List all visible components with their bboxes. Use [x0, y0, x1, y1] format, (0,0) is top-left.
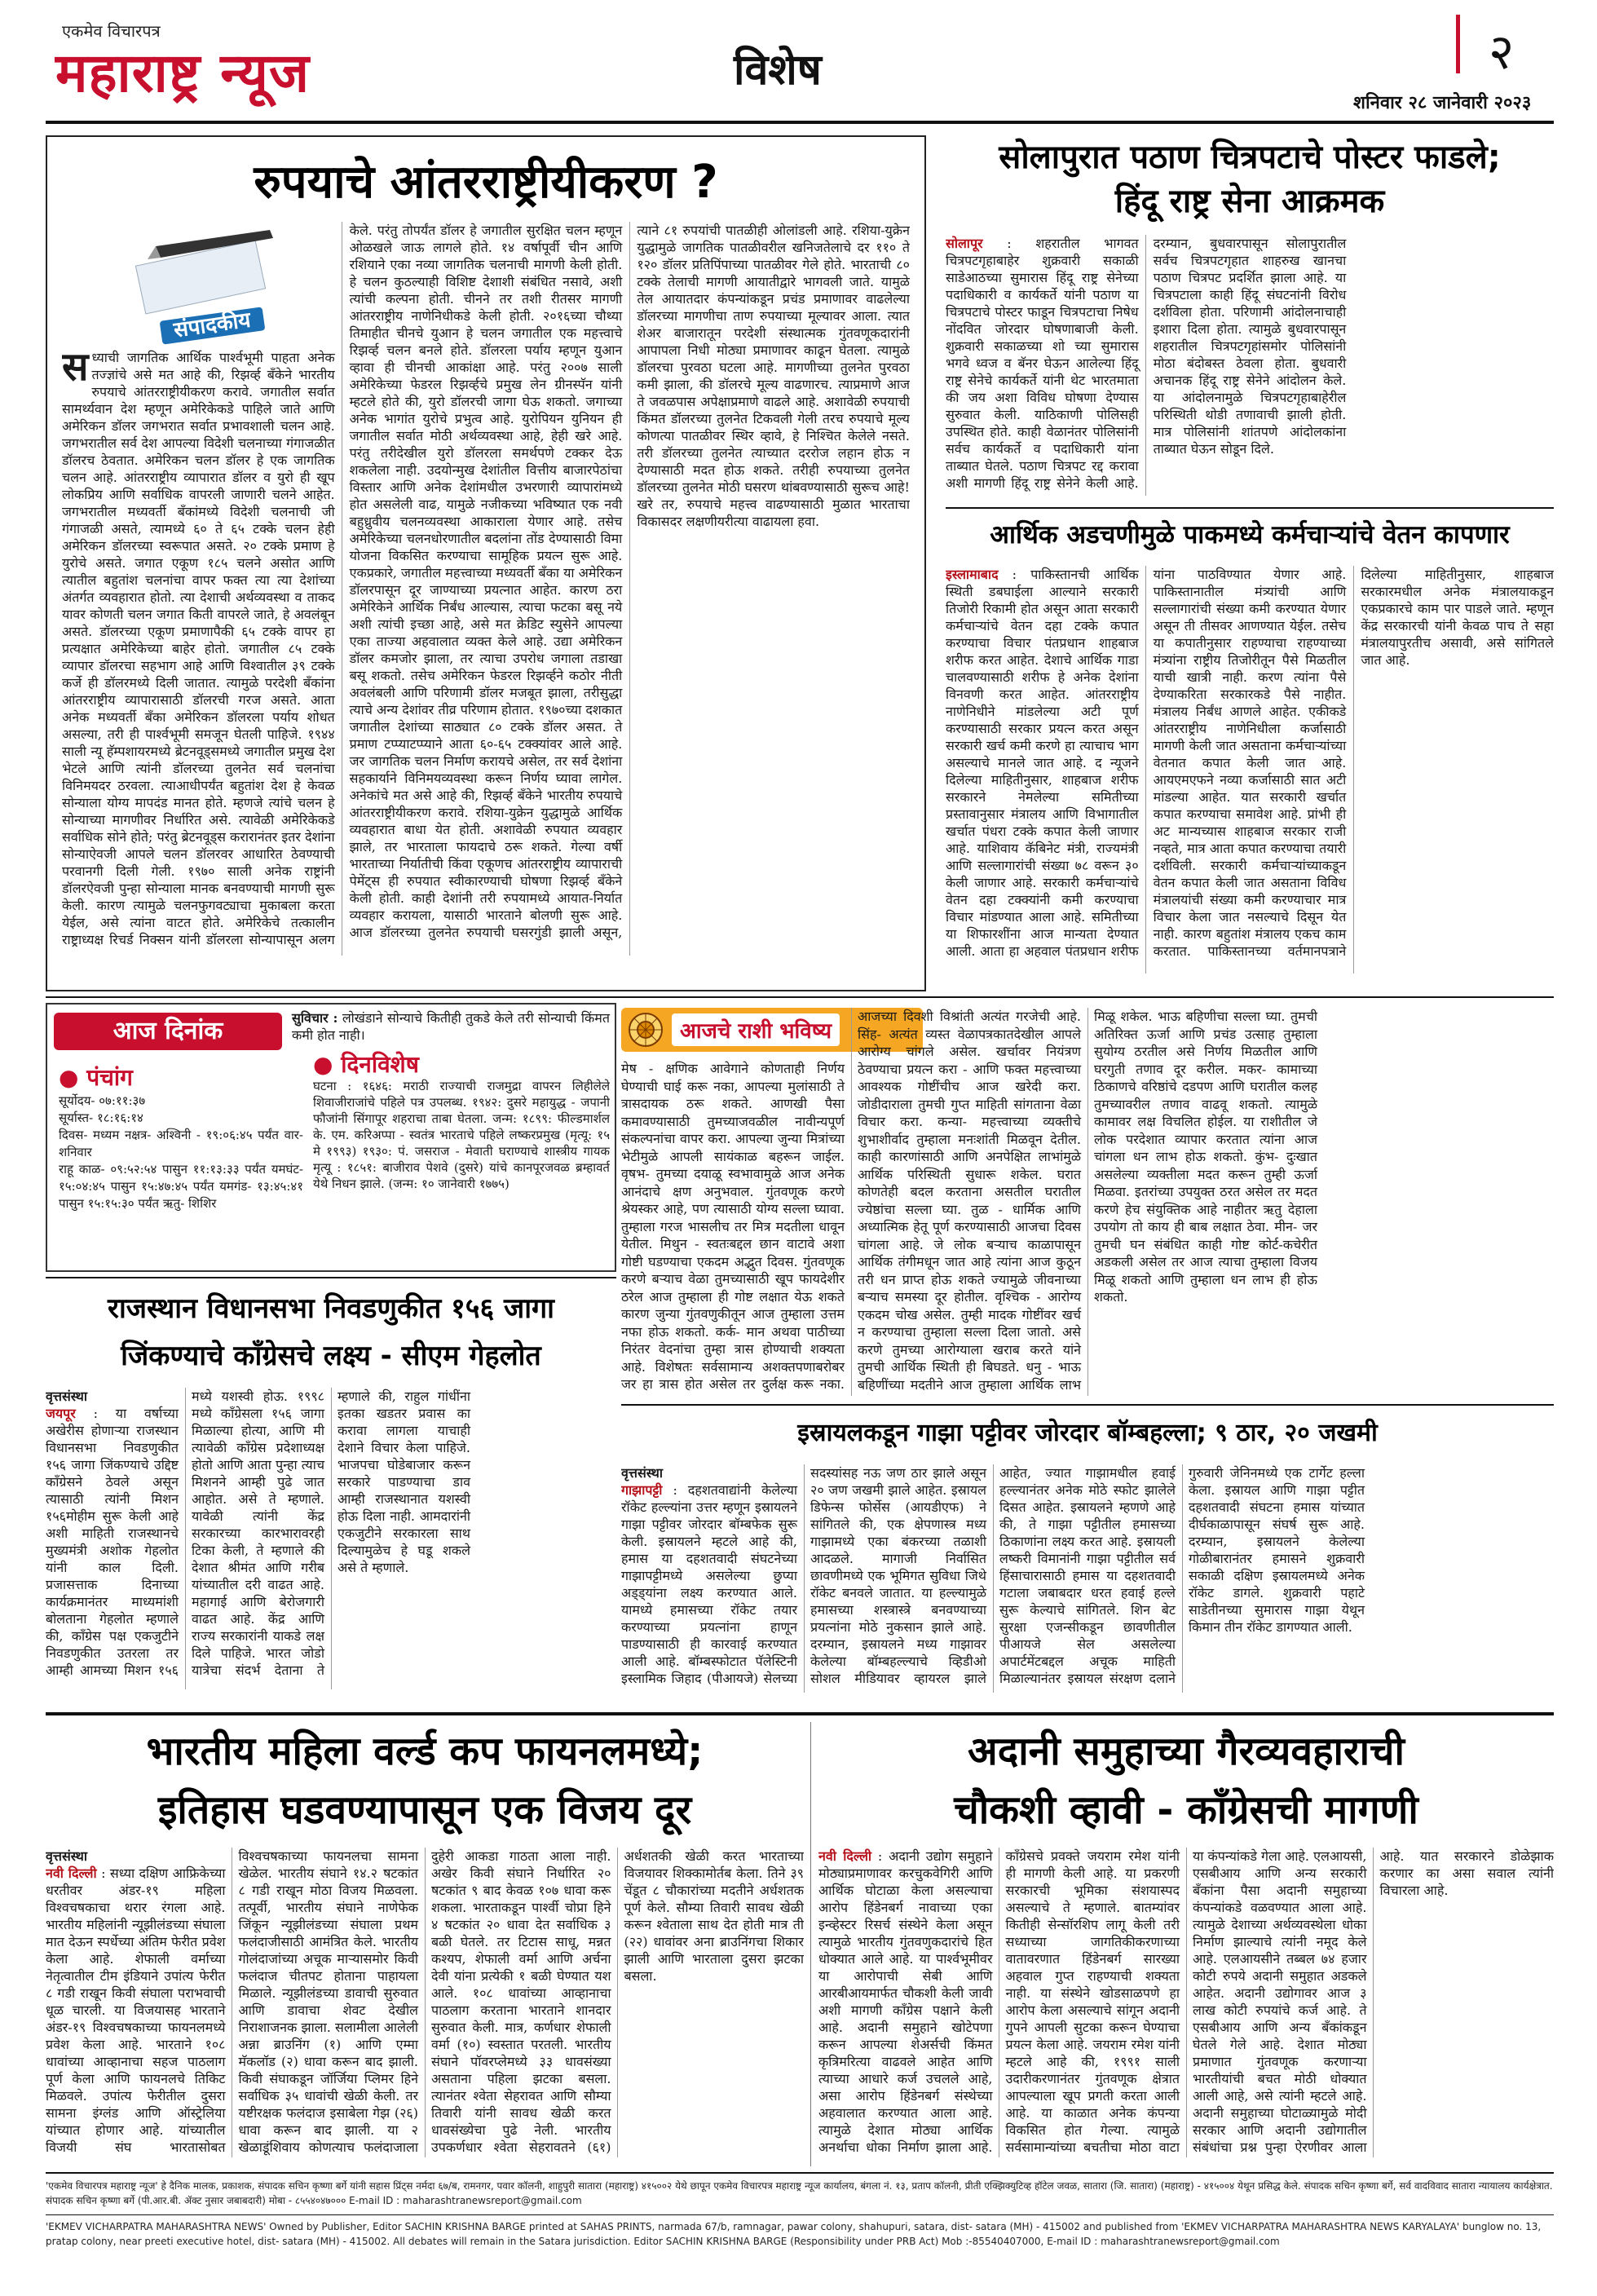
pakistan-headline: आर्थिक अडचणीमुळे पाकमध्ये कर्मचाऱ्यांचे वेतन कापणार [990, 520, 1510, 550]
adani-text: अदानी उद्योग समुहाने मोठ्याप्रमाणावर करचुकवेगिरी आणि आर्थिक घोटाळा केला असल्याचा आरोप हिंडेनबर्ग नावाच्या एका इन्व्हेस्टर रिसर्च संस्थेने केला असून त्यामुळे भारतीय गुंतवणुकदारांचे हित धोक्यात आले आहे. या पार्श्वभूमीवर या आरोपाची सेबी आणि आरबीआयमार्फत चौकशी केली जावी अशी मागणी काँग्रेस पक्षाने केली आहे. अदानी समुहाने खोटेपणा करून आपल्या शेअर्सची किंमत कृत्रिमरित्या वाढवले आहेत आणि त्याच्या आधारे कर्ज उचलले आहे, असा आरोप हिंडेनबर्ग संस्थेच्या अहवालात करण्यात आला आहे. त्यामुळे देशात मोठ्या आर्थिक अनर्थाचा धोका निर्माण झाला आहे. काँग्रेसचे प्रवक्ते जयराम रमेश यांनी ही मागणी केली आहे. या प्रकरणी सरकारची भूमिका संशयास्पद असल्याचे ते म्हणाले. बातम्यांवर कितीही सेन्सॉरशिप लागू केली तरी सध्याच्या जागतिकीकरणाच्या वातावरणात हिंडेनबर्ग सारख्या अहवाल गुप्त राहण्याची शक्यता नाही. या संस्थेने खोडसाळपणे हा आरोप केला असल्याचे सांगून अदानी गुपने आपली सुटका करून घेण्याचा प्रयत्न केला आहे. जयराम रमेश यांनी म्हटले आहे की, १९९१ साली उदारीकरणानंतर गुंतवणूक क्षेत्रात आपल्याला खूप प्रगती करता आली आहे. या काळात अनेक कंपन्या विकसित होत गेल्या. त्यामुळे सर्वसामान्यांच्या बचतीचा मोठा वाटा या कंपन्यांकडे गेला आहे. एलआयसी, एसबीआय आणि अन्य सरकारी बँकांना पैसा अदानी समुहाच्या कंपन्यांकडे वळवण्यात आला आहे. त्यामुळे देशाच्या अर्थव्यवस्थेला धोका निर्माण झाल्याचे त्यांनी नमूद केले आहे. एलआयसीने तब्बल ७४ हजार कोटी रुपये अदानी समुहात अडकले आहेत. अदानी उद्योगावर आज ३ लाख कोटी रुपयांचे कर्ज आहे. ते एसबीआय आणि अन्य बँकांकडून घेतले गेले आहे. देशात मोठ्या प्रमाणात गुंतवणूक करणाऱ्या भारतीयांची बचत मोठी धोक्यात आली आहे, असे त्यांनी म्हटले आहे. अदानी समुहाच्या घोटाळ्यामुळे मोदी सरकार आणि अदानी उद्योगातील संबंधांचा प्रश्न पुन्हा ऐरणीवर आला आहे. यात सरकारने डोळेझाक करणार का असा सवाल त्यांनी विचारला आहे. [818, 1848, 1554, 2155]
adani-body: नवी दिल्ली : अदानी उद्योग समुहाने मोठ्याप्रमाणावर करचुकवेगिरी आणि आर्थिक घोटाळा केला असल्याचा आरोप हिंडेनबर्ग नावाच्या एका इन्व्हेस्टर रिसर्च संस्थेने केला असून त्यामुळे भारतीय गुंतवणुकदारांचे हित धोक्यात आले आहे. या पार्श्वभूमीवर या आरोपाची सेबी आणि आरबीआयमार्फत चौकशी केली जावी अशी मागणी काँग्रेस पक्षाने केली आहे. अदानी समुहाने खोटेपणा करून आपल्या शेअर्सची किंमत कृत्रिमरित्या वाढवले आहेत आणि त्याच्या आधारे कर्ज उचलले आहे, असा आरोप हिंडेनबर्ग संस्थेच्या अहवालात करण्यात आला आहे. त्यामुळे देशात मोठ्या आर्थिक अनर्थाचा धोका निर्माण झाला आहे. काँग्रेसचे प्रवक्ते जयराम रमेश यांनी ही मागणी केली आहे. या प्रकरणी सरकारची भूमिका संशयास्पद असल्याचे ते म्हणाले. बातम्यांवर कितीही सेन्सॉरशिप लागू केली तरी सध्याच्या जागतिकीकरणाच्या वातावरणात हिंडेनबर्ग सारख्या अहवाल गुप्त राहण्याची शक्यता नाही. या संस्थेने खोडसाळपणे हा आरोप केला असल्याचे सांगून अदानी गुपने आपली सुटका करून घेण्याचा प्रयत्न केला आहे. जयराम रमेश यांनी म्हटले आहे की, १९९१ साली उदारीकरणानंतर गुंतवणूक क्षेत्रात आपल्याला खूप प्रगती करता आली आहे. या काळात अनेक कंपन्या विकसित होत गेल्या. त्यामुळे सर्वसामान्यांच्या बचतीचा मोठा वाटा या कंपन्यांकडे गेला आहे. एलआयसी, एसबीआय आणि अन्य सरकारी बँकांना पैसा अदानी समुहाच्या कंपन्यांकडे वळवण्यात आला आहे. त्यामुळे देशाच्या अर्थव्यवस्थेला धोका निर्माण झाल्याचे त्यांनी नमूद केले आहे. एलआयसीने तब्बल ७४ हजार कोटी रुपये अदानी समुहात अडकले आहेत. अदानी उद्योगावर आज ३ लाख कोटी रुपयांचे कर्ज आहे. ते एसबीआय आणि अन्य बँकांकडून घेतले गेले आहे. देशात मोठ्या प्रमाणात गुंतवणूक करणाऱ्या भारतीयांची बचत मोठी धोक्यात आली आहे, असे त्यांनी म्हटले आहे. अदानी समुहाच्या घोटाळ्यामुळे मोदी सरकार आणि अदानी उद्योगातील संबंधांचा प्रश्न पुन्हा ऐरणीवर आला आहे. यात सरकारने डोळेझाक करणार का असा सवाल त्यांनी विचारला आहे. [818, 1848, 1554, 2155]
imprint-rule [46, 2172, 1554, 2174]
section-rule-2 [46, 1712, 1554, 1715]
suvichar [292, 1009, 610, 1044]
rashi-title: आजचे राशी भविष्य [672, 1013, 840, 1046]
issue-date: शनिवार २८ जानेवारी २०२३ [1353, 93, 1532, 113]
panchang-title-text: पंचांग [86, 1064, 133, 1091]
rajasthan-headline-1: राजस्थान विधानसभा निवडणुकीत १५६ जागा [108, 1292, 554, 1325]
dinvishesh-title: ● दिनविशेष [313, 1051, 419, 1078]
rajasthan-dateline: जयपूर [46, 1406, 76, 1421]
cricket-headline-1: भारतीय महिला वर्ल्ड कप फायनलमध्ये; [146, 1729, 704, 1774]
panchang-list [59, 1093, 303, 1212]
panchang-line: सूर्योदय- ०७:११:३७ [59, 1093, 146, 1108]
gaza-rule-top [621, 1404, 1554, 1406]
dinvishesh-text: घटना : १६४६: मराठी राज्याची राजमुद्रा वापरन लिहीलेले शिवाजीराजांचे पहिले पत्र उपलब्ध. १९४२: दुसरे महायुद्ध - जपानी फौजांनी सिंगापूर शहराचा ताबा घेतला. जन्म: १८९९: फील्डमार्शल के. एम. करिअप्पा - स्वतंत्र भारताचे पहिले लष्करप्रमुख (मृत्यू: १५ मे १९९३) १९३०: पं. जसराज - मेवाती घराण्याचे शास्त्रीय गायक मृत्यू : १८५१: बाजीराव पेशवे (दुसरे) यांचे कानपूरजवळ ब्रम्हावर्त येथे निधन झाले. (जन्म: १० जानेवारी १७७५) [313, 1079, 610, 1191]
aaj-dinank-title: आज दिनांक [54, 1013, 282, 1050]
editorial-text: ध्याची जागतिक आर्थिक पार्श्वभूमी पाहता अनेक तज्ज्ञांचे असे मत आहे की, रिझर्व्ह बँकेने भारतीय रुपयाचे आंतरराष्ट्रीयीकरण करावे. जगातील सर्वात सामर्थ्यवान देश म्हणून अमेरिकेकडे पाहिले जाते आणि अमेरिकन डॉलर जगभरात सर्वात प्रभावशाली चलन आहे. जगभरातील सर्व देश आपल्या विदेशी चलनाच्या गंगाजळीत डॉलरच ठेवतात. अमेरिकन चलन डॉलर हे एक जागतिक चलन आहे. आंतरराष्ट्रीय व्यापारात डॉलर व युरो ही खूप लोकप्रिय आणि सर्वाधिक वापरली जाणारी चलने आहेत. जगभरातील मध्यवर्ती बँकांमध्ये विदेशी चलनाची जी गंगाजळी असते, त्यामध्ये ६० ते ६५ टक्के चलन हेही अमेरिकन डॉलरच्या स्वरूपात असते. २० टक्के प्रमाण हे युरोचे असते. जगात एकूण १८५ चलने असोत आणि त्यातील बहुतांश चलनांचा वापर फक्त त्या त्या देशांच्या अंतर्गत व्यवहारात होतो. त्या देशाची अर्थव्यवस्था व ताकद यावर कोणती चलन जगात किती वापरले जाते, हे अवलंबून असते. डॉलरच्या एकूण प्रमाणापैकी ६५ टक्के वापर हा प्रत्यक्षात अमेरिकेच्या बाहेर होतो. जगातील ८५ टक्के व्यापार डॉलरचा सहभाग आहे आणि विश्वातील ३९ टक्के कर्जे ही डॉलरमध्ये दिली जातात. त्यामुळे परदेशी बँकांना आंतरराष्ट्रीय व्यापारासाठी डॉलरची गरज असते. आता अनेक मध्यवर्ती बँका अमेरिकन डॉलरला पर्याय शोधत असल्या, तरी ही पार्श्वभूमी समजून घेतली पाहिजे. १९४४ साली न्यू हॅम्पशायरमध्ये ब्रेटनवूड्समध्ये जगातील प्रमुख देश भेटले आणि त्यांनी डॉलरच्या तुलनेत सर्व चलनांचा विनिमयदर ठरवला. त्याआधीपर्यंत बहुतांश देश हे केवळ सोन्याला योग्य मापदंड मानत होते. म्हणजे त्यांचे चलन हे सोन्याच्या मागणीवर निर्धारित असे. त्यावेळी अमेरिकेकडे सर्वाधिक सोने होते; परंतु ब्रेटनवूड्स करारानंतर इतर देशांना सोन्याऐवजी आपले चलन डॉलरवर आधारित ठेवण्याची परवानगी दिली गेली. १९७० साली अनेक राष्ट्रांनी डॉलरऐवजी पुन्हा सोन्याला मानक बनवण्याची मागणी सुरू केली. कारण त्यामुळे चलनफुगवट्याचा मुकाबला करता येईल, असे त्यांना वाटत होते. अमेरिकेचे तत्कालीन राष्ट्राध्यक्ष रिचर्ड निक्सन यांनी डॉलरला सोन्यापासून अलग केले. परंतु तोपर्यंत डॉलर हे जगातील सुरक्षित चलन म्हणून ओळखले जाऊ लागले होते. १४ वर्षापूर्वी चीन आणि रशियाने एका नव्या जागतिक चलनाची मागणी केली होती. हे चलन कुठल्याही विशिष्ट देशाशी संबंधित नसावे, अशी त्यांची कल्पना होती. चीनने तर तशी रीतसर मागणी आंतरराष्ट्रीय नाणेनिधीकडे केली होती. २०१६च्या चौथ्या तिमाहीत चीनचे युआन हे चलन जगातील एक महत्त्वाचे रिझर्व्ह चलन बनले होते. डॉलरला पर्याय म्हणून युआन व्हावा ही चीनची आकांक्षा आहे. परंतु २००७ साली अमेरिकेच्या फेडरल रिझर्व्हचे प्रमुख लेन ग्रीनस्पॅन यांनी म्हटले होते की, युरो डॉलरची जागा घेऊ शकतो. जगाच्या अनेक भागांत युरोचे प्रभुत्व आहे. युरोपियन युनियन ही जगातील सर्वात मोठी अर्थव्यवस्था आहे, हेही खरे आहे. परंतु तरीदेखील युरो डॉलरला समर्थपणे टक्कर देऊ शकलेला नाही. उदयोन्मुख देशांतील वित्तीय बाजारपेठांचा विस्तार आणि अनेक देशांमधील उभरणारी व्यापारांमध्ये होत असलेली वाढ, यामुळे नजीकच्या भविष्यात एक नवी बहुध्रुवीय चलनव्यवस्था आकाराला येणार आहे. तसेच अमेरिकेच्या चलनधोरणातील बदलांना तोंड देण्यासाठी विमा योजना विकसित करण्याचा सामूहिक प्रयत्न सुरू आहे. एकप्रकारे, जगातील महत्त्वाच्या मध्यवर्ती बँका या अमेरिकन डॉलरपासून दूर जाण्याच्या प्रयत्नात आहेत. कारण ठरा अमेरिकेने आर्थिक निर्बंध आल्यास, त्याचा फटका बसू नये अशी त्यांची इच्छा आहे, असे मत क्रेडिट स्युसेने आपल्या एका ताज्या अहवालात व्यक्त केले आहे. उद्या अमेरिकन डॉलर कमजोर झाला, तर त्याचा उपरोध जगाला तडाखा बसू शकतो. तसेच अमेरिकन फेडरल रिझर्व्हने कठोर नीती अवलंबली आणि परिणामी डॉलर मजबूत झाला, तरीसुद्धा त्याचे अन्य देशांवर तीव्र परिणाम होतात. १९७०च्या दशकात जगातील देशांच्या साठ्यात ८० टक्के डॉलर असत. ते प्रमाण टप्प्याटप्प्याने आता ६०-६५ टक्क्यांवर आले आहे. जर जागतिक चलन निर्माण करायचे असेल, तर सर्व देशांना सहकार्याने विनिमयव्यवस्था करून निर्णय घ्यावा लागेल. अनेकांचे मत असे आहे की, रिझर्व्ह बँकेने भारतीय रुपयाचे आंतरराष्ट्रीयीकरण करावे. रशिया-युक्रेन युद्धामुळे आर्थिक व्यवहारात बाधा येत होती. अशावेळी रुपयात व्यवहार झाले, तर भारताला फायदाचे ठरू शकते. गेल्या वर्षी भारताच्या निर्यातीची किंवा एकूणच आंतरराष्ट्रीय व्यापाराची पेमेंट्स ही रुपयात स्वीकारण्याची घोषणा रिझर्व्ह बँकेने केली होती. काही देशांनी तरी रुपयामध्ये आयात-निर्यात व्यवहार करायला, यासाठी भारताने बोलणी सुरू आहे. आज डॉलरच्या तुलनेत रुपयाची घसरगुंडी झाली असून, त्याने ८१ रुपयांची पातळीही ओलांडली आहे. रशिया-युक्रेन युद्धामुळे जागतिक पातळीवरील खनिजतेलाचे दर ११० ते १२० डॉलर प्रतिपिंपाच्या पातळीवर गेले होते. भारताची ८० टक्के तेलाची मागणी आयातीद्वारे भागवली जाते. यामुळे तेल आयातदार कंपन्यांकडून प्रचंड प्रमाणावर वाढलेल्या डॉलरच्या मागणीचा ताण रुपयाच्या मूल्यावर आला. त्यात शेअर बाजारातून परदेशी संस्थात्मक गुंतवणूकदारांनी आपापला निधी मोठ्या प्रमाणावर काढून घेतला. त्यामुळे डॉलरचा पुरवठा घटला आहे. मागणीच्या तुलनेत पुरवठा कमी झाला, की डॉलरचे मूल्य वाढणारच. त्याप्रमाणे आज ते जवळपास अपेक्षाप्रमाणे वाढले आहे. अशावेळी रुपयाची किंमत डॉलरच्या तुलनेत टिकवली गेली तरच रुपयाचे मूल्य कोणत्या पातळीवर स्थिर व्हावे, हे निश्चित केलेले नसते. तरी डॉलरच्या तुलनेत त्याच्यात दररोज लहान होऊ न देण्यासाठी मदत होऊ शकते. तरीही रुपयाच्या तुलनेत डॉलरच्या तुलनेत मोठी घसरण थांबवण्यासाठी सुरूच आहे! खरे तर, रुपयाचे महत्त्व वाढण्यासाठी मुळात भारताचा विकासदर लक्षणीयरीत्या वाढायला हवा. [62, 223, 910, 947]
rajasthan-agency: वृत्तसंस्था [46, 1389, 88, 1404]
newspaper-logo: महाराष्ट्र न्यूज [55, 42, 310, 104]
masthead-red-bar [1456, 15, 1460, 73]
pakistan-text: पाकिस्तानची आर्थिक स्थिती डबघाईला आल्याने सरकारी तिजोरी रिकामी होत असून आता सरकारी कर्मचाऱ्यांचे वेतन दहा टक्के कपात करण्याचा विचार पंतप्रधान शाहबाज शरीफ करत आहेत. देशाचे आर्थिक गाडा चालवण्यासाठी शरीफ हे अनेक देशांना विनवणी करत आहेत. आंतरराष्ट्रीय नाणेनिधीने मांडलेल्या अटी पूर्ण करण्यासाठी सरकार प्रयत्न करत असून सरकारी खर्च कमी करणे हा त्याचाच भाग असल्याचे मानले जात आहे. द न्यूजने दिलेल्या माहितीनुसार, शाहबाज शरीफ सरकारने नेमलेल्या समितीच्या प्रस्तावानुसार मंत्रालय आणि विभागातील खर्चात पंधरा टक्के कपात केली जाणार आहे. याशिवाय कॅबिनेट मंत्री, राज्यमंत्री आणि सल्लागारांची संख्या ७८ वरून ३० केली जाणार आहे. सरकारी कर्मचाऱ्यांचे वेतन दहा टक्क्यांनी कमी करण्याचा विचार मांडण्यात आला आहे. समितीच्या या शिफारशींना आज मान्यता देण्यात आली. आता हा अहवाल पंतप्रधान शरीफ यांना पाठविण्यात येणार आहे. पाकिस्तानातील मंत्र्यांची आणि सल्लागारांची संख्या कमी करण्यात येणार असून ती तीसवर आणण्यात येईल. तसेच या कपातीनुसार राहण्याचा राहण्याच्या मंत्र्यांना राष्ट्रीय तिजोरीतून पैसे मिळतील याची खात्री नाही. करण त्यांना पैसे देण्याकरिता सरकारकडे पैसे नाहीत. मंत्रालय निर्बंध आणले आहेत. एकीकडे आंतरराष्ट्रीय नाणेनिधीला कर्जासाठी मागणी केली जात असताना कर्मचाऱ्यांच्या वेतनात कपात केली जात आहे. आयएमएफने नव्या कर्जासाठी सात अटी मांडल्या आहेत. यात सरकारी खर्चात कपात करण्याचा समावेश आहे. प्रांभी ही अट मान्यच्यास शाहबाज सरकार राजी नव्हते, मात्र आता कपात करण्याचा तयारी दर्शविली. सरकारी कर्मचाऱ्यांच्याकडून वेतन कपात केली जात असताना विविध मंत्रालयांची संख्या कमी करण्याचार मात्र विचार केला जात नसल्याचे दिसून येत नाही. कारण बहुतांश मंत्रालय एकच काम करतात. पाकिस्तानच्या वर्तमानपत्राने दिलेल्या माहितीनुसार, शाहबाज सरकारमधील अनेक मंत्रालयाकडून एकप्रकारचे काम पार पाडले जाते. म्हणून केंद्र सरकारची यांनी केवळ पाच ते सहा मंत्रालयापुरतीच असावी, असे सांगितले जात आहे. [946, 567, 1554, 959]
editorial-headline: रुपयाचे आंतरराष्ट्रीयीकरण ? [254, 156, 718, 209]
pen-paper-icon [123, 222, 286, 320]
panchang-title: ● पंचांग [59, 1064, 133, 1091]
masthead-rule [46, 121, 1554, 124]
adani-headline-1: अदानी समुहाच्या गैरव्यवहाराची [968, 1729, 1405, 1774]
pakistan-article [946, 512, 1554, 993]
editorial-badge [90, 222, 335, 344]
rashi-title-spacer [621, 1008, 845, 1060]
adani-headline-2: चौकशी व्हावी - काँग्रेसची मागणी [954, 1787, 1418, 1833]
vertical-rule [810, 1722, 811, 2166]
rajasthan-body: वृत्तसंस्था जयपूर : या वर्षाच्या अखेरीस होणाऱ्या राजस्थान विधानसभा निवडणुकीत १५६ जागा जिंकण्याचे उद्दिष्ट काँग्रेसने ठेवले असून त्यासाठी त्यांनी मिशन १५६मोहीम सुरू केली आहे अशी माहिती राजस्थानचे मुख्यमंत्री अशोक गेहलोत यांनी काल दिली. प्रजासत्ताक दिनाच्या कार्यक्रमानंतर माध्यमांशी बोलताना गेहलोत म्हणाले की, काँग्रेस पक्ष एकजुटीने निवडणुकीत उतरला तर आम्ही आमच्या मिशन १५६ मध्ये यशस्वी होऊ. १९९८ मध्ये काँग्रेसला १५६ जागा मिळाल्या होत्या, आणि मी त्यावेळी काँग्रेस प्रदेशाध्यक्ष होतो आणि आता पुन्हा त्याच मिशनने आम्ही पुढे जात आहोत. असे ते म्हणाले. यावेळी त्यांनी केंद्र सरकारच्या कारभारावरही टिका केली, ते म्हणाले की देशात श्रीमंत आणि गरीब यांच्यातील दरी वाढत आहे. महागाई आणि बेरोजगारी वाढत आहे. केंद्र आणि राज्य सरकारांनी याकडे लक्ष दिले पाहिजे. भारत जोडो यात्रेचा संदर्भ देताना ते म्हणाले की, राहुल गांधींना इतका खडतर प्रवास का करावा लागला याचाही देशाने विचार केला पाहिजे. भाजपचा घोडेबाजार करून सरकारे पाडण्याचा डाव आम्ही राजस्थानात यशस्वी होऊ दिला नाही. आमदारांनी एकजुटीने सरकारला साथ दिल्यामुळेच हे घडू शकले असे ते म्हणाले. [46, 1389, 470, 1678]
gaza-headline: इस्रायलकडून गाझा पट्टीवर जोरदार बॉम्बहल्ला; ९ ठार, २० जखमी [797, 1419, 1378, 1447]
rashi-text: मेष - क्षणिक आवेगाने कोणताही निर्णय घेण्याची घाई करू नका, आपल्या मुलांसाठी ते त्रासदायक ठरू शकते. आणखी पैसा कमावण्यासाठी तुमच्याजवळील नावीन्यपूर्ण संकल्पनांचा वापर करा. आपल्या जुन्या मित्रांच्या भेटीमुळे आपली सायंकाळ बहरून जाईल. वृषभ- तुमच्या दयाळू स्वभावामुळे आज अनेक आनंदाचे क्षण अनुभवाल. गुंतवणूक करणे श्रेयस्कर आहे, पण त्यासाठी योग्य सल्ला घ्यावा. तुम्हाला गरज भासलीच तर मित्र मदतीला धावून येतील. मिथुन - स्वतःबद्दल छान वाटावे अशा गोष्टी घडण्याचा एकदम अद्भुत दिवस. गुंतवणूक करणे बऱ्याच वेळा तुमच्यासाठी खूप फायदेशीर ठरेल आज तुम्हाला ही गोष्ट लक्षात येऊ शकते कारण जुन्या गुंतवणुकीतून आज तुम्हाला उत्तम नफा होऊ शकतो. कर्क- मान अथवा पाठीच्या निरंतर वेदनांचा तुम्हा त्रास होण्याची शक्यता आहे. विशेषतः सर्वसामान्य अशक्तपणाबरोबर जर हा त्रास होत असेल तर दुर्लक्ष करू नका. आजच्या दिवशी विश्रांती अत्यंत गरजेची आहे. सिंह- अत्यंत व्यस्त वेळापत्रकातदेखील आपले आरोग्य चांगले असेल. खर्चावर नियंत्रण ठेवण्याचा प्रयत्न करा - आणि फक्त महत्त्वाच्या आवश्यक गोष्टींचीच आज खरेदी करा. जोडीदाराला तुमची गुप्त माहिती सांगताना वेळा विचार करा. कन्या- महत्त्वाच्या व्यक्तीचे शुभाशीर्वाद तुम्हाला मनःशांती मिळवून देतील. काही कारणांसाठी आणि अनपेक्षित लाभांमुळे आर्थिक परिस्थिती सुधारू शकेल. घरात कोणतेही बदल करताना असतील घरातील ज्येष्ठांचा सल्ला घ्या. तुळ - धार्मिक आणि अध्यात्मिक हेतू पूर्ण करण्यासाठी आजचा दिवस चांगला आहे. जे लोक बऱ्याच काळापासून आर्थिक तंगीमधून जात आहे त्यांना आज कुठून तरी धन प्राप्त होऊ शकते ज्यामुळे जीवनाच्या बऱ्याच समस्या दूर होतील. वृश्चिक - आरोग्य एकदम चोख असेल. तुम्ही मादक गोष्टींवर खर्च न करण्याचा तुम्हाला सल्ला दिला जातो. असे करणे तुमच्या आरोग्याला खराब करते यांने तुमची आर्थिक स्थिती ही बिघडते. धनु - भाऊ बहिणींच्या मदतीने आज तुम्हाला आर्थिक लाभ मिळू शकेल. भाऊ बहिणीचा सल्ला घ्या. तुमची अतिरिक्त ऊर्जा आणि प्रचंड उत्साह तुम्हाला सुयोग्य ठरतील असे निर्णय मिळतील आणि घरगुती तणाव दूर करील. मकर- कामाच्या ठिकाणचे वरिष्ठांचे दडपण आणि घरातील कलह तुमच्यावरील तणाव वाढवू शकतो. त्यामुळे कामावर लक्ष विचलित होईल. या राशीतील जे लोक परदेशात व्यापार करतात त्यांना आज चांगला धन लाभ होऊ शकतो. कुंभ- दुःखात असलेल्या व्यक्तीला मदत करून तुम्ही ऊर्जा मिळवा. इतरांच्या उपयुक्त ठरत असेल तर मदत करणे हेच संयुक्तिक आहे नाहीतर ऋतु देहाला उपयोग तो काय ही बाब लक्षात ठेवा. मीन- जर तुमची घन संबंधित काही गोष्ट कोर्ट-कचेरीत अडकली असेल तर आज त्याचा तुम्हाला विजय मिळू शकतो आणि तुम्हाला धन लाभ ही होऊ शकतो. [621, 1009, 1317, 1393]
cricket-body: वृत्तसंस्था नवी दिल्ली : सध्या दक्षिण आफ्रिकेच्या धरतीवर अंडर-१९ महिला विश्वचषकाचा थरार रंगला आहे. भारतीय महिलांनी न्यूझीलंडच्या संघाला मात देऊन स्पर्धेच्या अंतिम फेरीत प्रवेश केला आहे. शेफाली वर्माच्या नेतृत्वातील टीम इंडियाने उपांत्य फेरीत ८ गडी राखून किवी संघाला पराभवाची धूळ चारली. या विजयासह भारताने अंडर-१९ विश्वचषकाच्या फायनलमध्ये प्रवेश केला आहे. भारताने १०८ धावांच्या आव्हानाचा सहज पाठलाग पूर्ण केला आणि फायनलचे तिकिट मिळवले. उपांत्य फेरीतील दुसरा सामना इंग्लंड आणि ऑस्ट्रेलिया यांच्यात होणार आहे. यांच्यातील विजयी संघ भारतासोबत विश्वचषकाच्या फायनलचा सामना खेळेल. भारतीय संघाने १४.२ षटकांत ८ गडी राखून मोठा विजय मिळवला. तत्पूर्वी, भारतीय संघाने नाणेफेक जिंकून न्यूझीलंडच्या संघाला प्रथम फलंदाजीसाठी आमंत्रित केले. भारतीय गोलंदाजांच्या अचूक माऱ्यासमोर किवी फलंदाज चीतपट होताना पाहायला मिळाले. न्यूझीलंडच्या डावाची सुरुवात आणि डावाचा शेवट देखील निराशाजनक झाला. सलामीला आलेली अन्ना ब्राउनिंग (१) आणि एम्मा मॅकलॉड (२) धावा करून बाद झाली. किवी संघाकडून जॉर्जिया प्लिमर हिने सर्वाधिक ३५ धावांची खेळी केली. तर यष्टीरक्षक फलंदाज इसाबेला गेझ (२६) धावा करून बाद झाली. या २ खेळाडूंशिवाय कोणत्याच फलंदाजाला दुहेरी आकडा गाठता आला नाही. अखेर किवी संघाने निर्धारित २० षटकांत ९ बाद केवळ १०७ धावा करू शकला. भारताकडून पार्श्वी चोप्रा हिने ४ षटकांत २० धावा देत सर्वाधिक ३ बळी घेतले. तर टिटास साधू, मन्नत कश्यप, शेफाली वर्मा आणि अर्चना देवी यांना प्रत्येकी १ बळी घेण्यात यश आले. १०८ धावांच्या आव्हानाचा पाठलाग करताना भारताने शानदार सुरुवात केली. मात्र, कर्णधार शेफाली वर्मा (१०) स्वस्तात परतली. भारतीय संघाने पॉवरप्लेमध्ये ३३ धावसंख्या असताना पहिला झटका बसला. त्यानंतर श्वेता सेहरावत आणि सौम्या तिवारी यांनी सावध खेळी करत धावसंख्येचा पुढे नेली. भारतीय उपकर्णधार श्वेता सेहरावतने (६१) अर्धशतकी खेळी करत भारताच्या विजयावर शिक्कामोर्तब केला. तिने ३९ चेंडूत ८ चौकारांच्या मदतीने अर्धशतक पूर्ण केले. सौम्या तिवारी सावध खेळी करून श्वेताला साथ देत होती मात्र ती (२२) धावांवर अना ब्राउनिंगचा शिकार झाली आणि भारताला दुसरा झटका बसला. [46, 1848, 804, 2155]
imprint-english: 'EKMEV VICHARPATRA MAHARASHTRA NEWS' Owned by Publisher, Editor SACHIN KRISHNA BARGE printed at SAHAS PRINTS, narmada 67/b, ramnagar, pawar colony, shahupuri, satara, dist- satara (MH) - 415002 and published from 'EKMEV VICHARPATRA MAHARASHTRA NEWS KARYALAYA' bunglow no. 13, pratap colony, near preeti executive hotel, dist- satara (MH) - 415002. All debates will remain in the Satara jurisdiction. Editor SACHIN KRISHNA BARGE (Responsibility under PRB Act) Mob :-85540407000, E-mail ID : maharashtranewsreport@gmail.com [46, 2221, 1542, 2247]
rajasthan-headline-2: जिंकण्याचे काँग्रेसचे लक्ष्य - सीएम गेहलोत [121, 1340, 541, 1372]
solapur-article [946, 135, 1554, 510]
solapur-headline-1: सोलापुरात पठाण चित्रपटाचे पोस्टर फाडले; [999, 139, 1501, 176]
aaj-dinank-box [46, 1003, 616, 1272]
cricket-agency: वृत्तसंस्था [46, 1848, 88, 1864]
pakistan-body: इस्लामाबाद : पाकिस्तानची आर्थिक स्थिती डबघाईला आल्याने सरकारी तिजोरी रिकामी होत असून आता सरकारी कर्मचाऱ्यांचे वेतन दहा टक्के कपात करण्याचा विचार पंतप्रधान शाहबाज शरीफ करत आहेत. देशाचे आर्थिक गाडा चालवण्यासाठी शरीफ हे अनेक देशांना विनवणी करत आहेत. आंतरराष्ट्रीय नाणेनिधीने मांडलेल्या अटी पूर्ण करण्यासाठी सरकार प्रयत्न करत असून सरकारी खर्च कमी करणे हा त्याचाच भाग असल्याचे मानले जात आहे. द न्यूजने दिलेल्या माहितीनुसार, शाहबाज शरीफ सरकारने नेमलेल्या समितीच्या प्रस्तावानुसार मंत्रालय आणि विभागातील खर्चात पंधरा टक्के कपात केली जाणार आहे. याशिवाय कॅबिनेट मंत्री, राज्यमंत्री आणि सल्लागारांची संख्या ७८ वरून ३० केली जाणार आहे. सरकारी कर्मचाऱ्यांचे वेतन दहा टक्क्यांनी कमी करण्याचा विचार मांडण्यात आला आहे. समितीच्या या शिफारशींना आज मान्यता देण्यात आली. आता हा अहवाल पंतप्रधान शरीफ यांना पाठविण्यात येणार आहे. पाकिस्तानातील मंत्र्यांची आणि सल्लागारांची संख्या कमी करण्यात येणार असून ती तीसवर आणण्यात येईल. तसेच या कपातीनुसार राहण्याचा राहण्याच्या मंत्र्यांना राष्ट्रीय तिजोरीतून पैसे मिळतील याची खात्री नाही. करण त्यांना पैसे देण्याकरिता सरकारकडे पैसे नाहीत. मंत्रालय निर्बंध आणले आहेत. एकीकडे आंतरराष्ट्रीय नाणेनिधीला कर्जासाठी मागणी केली जात असताना कर्मचाऱ्यांच्या वेतनात कपात केली जात आहे. आयएमएफने नव्या कर्जासाठी सात अटी मांडल्या आहेत. यात सरकारी खर्चात कपात करण्याचा समावेश आहे. प्रांभी ही अट मान्यच्यास शाहबाज सरकार राजी नव्हते, मात्र आता कपात करण्याचा तयारी दर्शविली. सरकारी कर्मचाऱ्यांच्याकडून वेतन कपात केली जात असताना विविध मंत्रालयांची संख्या कमी करण्याचार मात्र विचार केला जात नसल्याचे दिसून येत नाही. कारण बहुतांश मंत्रालय एकच काम करतात. पाकिस्तानच्या वर्तमानपत्राने दिलेल्या माहितीनुसार, शाहबाज सरकारमधील अनेक मंत्रालयाकडून एकप्रकारचे काम पार पाडले जाते. म्हणून केंद्र सरकारची यांनी केवळ पाच ते सहा मंत्रालयापुरतीच असावी, असे सांगितले जात आहे. [946, 567, 1554, 959]
gaza-dateline: गाझापट्टी [621, 1482, 663, 1498]
adani-dateline: नवी दिल्ली [818, 1848, 872, 1864]
panchang-line: सूर्यास्त- १८:१६:१४ [59, 1110, 143, 1125]
suvichar-text: लोखंडाने सोन्याचे कितीही तुकडे केले तरी सोन्याची किंमत कमी होत नाही। [292, 1010, 610, 1043]
panchang-line: दिवस- मध्यम नक्षत्र- अश्विनी - १९:०६:४५ पर्यंत वार- शनिवार [59, 1128, 303, 1159]
solapur-rule [946, 507, 1554, 509]
masthead-tagline: एकमेव विचारपत्र [62, 21, 161, 41]
rajasthan-rule-top [46, 1277, 616, 1278]
cricket-dateline: नवी दिल्ली [46, 1866, 97, 1881]
solapur-headline-2: हिंदू राष्ट्र सेना आक्रमक [1114, 183, 1385, 220]
rashi-body [621, 1008, 1554, 1396]
editorial-drop-cap: स [62, 344, 89, 390]
imprint-marathi: 'एकमेव विचारपत्र महाराष्ट्र न्यूज' हे दैनिक मालक, प्रकाशक, संपादक सचिन कृष्णा बर्गे यांनी सहास प्रिंट्स नर्मदा ६७/ब, रामनगर, पवार कॉलनी, शाहुपुरी सातारा (महाराष्ट्र) ४१५००२ येथे छापून एकमेव विचारपत्र महाराष्ट्र न्यूज कार्यालय, बंगला नं. १३, प्रताप कॉलनी, प्रीती एक्झिक्युटिव्ह हॉटेल जवळ, सातारा (जि. सातारा) (महाराष्ट्र) - ४१५००४ येथून प्रसिद्ध केले. संपादक सचिन कृष्णा बर्गे, सर्व वादविवाद सातारा न्यायालय कार्यक्षेत्रात. संपादक सचिन कृष्णा बर्गे (पी.आर.बी. ॲक्ट नुसार जबाबदारी) मोबा - ८५५४०४७००० E-mail ID : maharashtranewsreport@gmail.com [46, 2180, 1553, 2206]
adani-article [818, 1722, 1554, 2166]
cricket-headline-2: इतिहास घडवण्यापासून एक विजय दूर [157, 1787, 692, 1833]
section-rule-1 [46, 996, 1554, 998]
page-number: २ [1489, 24, 1515, 81]
suvichar-label: सुविचार : [292, 1010, 338, 1026]
gaza-body: वृत्तसंस्था गाझापट्टी : दहशतवाद्यांनी केलेल्या रॉकेट हल्ल्यांना उत्तर म्हणून इस्रायलने गाझा पट्टीवर जोरदार बॉम्बफेक सुरू केली. इस्रायलने म्हटले आहे की, हमास या दहशतवादी संघटनेच्या गाझापट्टीमध्ये असलेल्या छुप्या अड्ड्यांना लक्ष्य करण्यात आले. यामध्ये हमासच्या रॉकेट तयार करण्याच्या प्रयत्नांना हाणून पाडण्यासाठी ही कारवाई करण्यात आली आहे. बॉम्बस्फोटात पॅलेस्टिनी इस्लामिक जिहाद (पीआयजे) सेलच्या सदस्यांसह नऊ जण ठार झाले असून २० जण जखमी झाले आहेत. इस्रायल डिफेन्स फोर्सेस (आयडीएफ) ने सांगितले की, एक क्षेपणास्त्र मध्य गाझामध्ये एका बंकरच्या तळाशी आदळले. मागाजी निर्वासित छावणीमध्ये एक भूमिगत सुविधा जिथे रॉकेट बनवले जातात. या हल्ल्यामुळे हमासच्या शस्त्रास्त्रे बनवण्याच्या प्रयत्नांना मोठे नुकसान झाले आहे. दरम्यान, इस्रायलने मध्य गाझावर केलेल्या बॉम्बहल्ल्याचे व्हिडीओ सोशल मीडियावर व्हायरल झाले आहेत, ज्यात गाझामधील हवाई हल्ल्यानंतर अनेक मोठे स्फोट झालेले दिसत आहेत. इस्रायलने म्हणणे आहे की, ते गाझा पट्टीतील हमासच्या ठिकाणांना लक्ष्य करत आहे. इस्रायली लष्करी विमानांनी गाझा पट्टीतील सर्व हिंसाचारासाठी हमास या दहशतवादी गटाला जबाबदार धरत हवाई हल्ले सुरू केल्याचे सांगितले. शिन बेट सुरक्षा एजन्सीकडून छावणीतील पीआयजे सेल असलेल्या अपार्टमेंटबद्दल अचूक माहिती मिळाल्यानंतर इस्रायल संरक्षण दलाने गुरुवारी जेनिनमध्ये एक टार्गेट हल्ला केला. इस्रायल आणि गाझा पट्टीत दहशतवादी संघटना हमास यांच्यात दीर्घकाळापासून संघर्ष सुरू आहे. दरम्यान, इस्रायलने केलेल्या गोळीबारानंतर हमासने शुक्रवारी सकाळी दक्षिण इस्रायलमध्ये अनेक रॉकेट डागले. शुक्रवारी पहाटे साडेतीनच्या सुमारास गाझा येथून किमान तीन रॉकेट डागण्यात आली. [621, 1465, 1365, 1686]
solapur-text: शहरातील भागवत चित्रपटगृहाबाहेर शुक्रवारी सकाळी साडेआठच्या सुमारास हिंदू राष्ट्र सेनेच्या पदाधिकारी व कार्यकर्ते यांनी पठाण या चित्रपटाचे पोस्टर फाडून चित्रपटाचा निषेध नोंदवित जोरदार घोषणाबाजी केली. शुक्रवारी सकाळच्या शो च्या सुमारास भगवे ध्वज व बॅनर घेऊन आलेल्या हिंदू राष्ट्र सेनेचे कार्यकर्ते यांनी थेट भारतमाता की जय अशा विविध घोषणा देण्यास सुरुवात केली. याठिकाणी पोलिसही उपस्थित होते. काही वेळानंतर पोलिसांनी सर्वच कार्यकर्ते व पदाधिकारी यांना ताब्यात घेतले. पठाण चित्रपट रद्द करावा अशी मागणी हिंदू राष्ट्र सेनेने केली आहे. दरम्यान, बुधवारपासून सोलापुरातील सर्वच चित्रपटगृहात शाहरुख खानचा पठाण चित्रपट प्रदर्शित झाला आहे. या चित्रपटाला काही हिंदू संघटनांनी विरोध दर्शविला होता. परिणामी आंदोलनाचाही इशारा दिला होता. त्यामुळे बुधवारपासून शहरातील चित्रपटगृहांसमोर पोलिसांनी मोठा बंदोबस्त ठेवला होता. बुधवारी अचानक हिंदू राष्ट्र सेनेने आंदोलन केले. या आंदोलनामुळे चित्रपटगृहाबाहेरील परिस्थिती थोडी तणावाची झाली होती. मात्र पोलिसांनी शांतपणे आंदोलकांना ताब्यात घेऊन सोडून दिले. [946, 236, 1347, 491]
solapur-dateline: सोलापूर [946, 236, 983, 251]
cricket-text: सध्या दक्षिण आफ्रिकेच्या धरतीवर अंडर-१९ महिला विश्वचषकाचा थरार रंगला आहे. भारतीय महिलांनी न्यूझीलंडच्या संघाला मात देऊन स्पर्धेच्या अंतिम फेरीत प्रवेश केला आहे. शेफाली वर्माच्या नेतृत्वातील टीम इंडियाने उपांत्य फेरीत ८ गडी राखून किवी संघाला पराभवाची धूळ चारली. या विजयासह भारताने अंडर-१९ विश्वचषकाच्या फायनलमध्ये प्रवेश केला आहे. भारताने १०८ धावांच्या आव्हानाचा सहज पाठलाग पूर्ण केला आणि फायनलचे तिकिट मिळवले. उपांत्य फेरीतील दुसरा सामना इंग्लंड आणि ऑस्ट्रेलिया यांच्यात होणार आहे. यांच्यातील विजयी संघ भारतासोबत विश्वचषकाच्या फायनलचा सामना खेळेल. भारतीय संघाने १४.२ षटकांत ८ गडी राखून मोठा विजय मिळवला. तत्पूर्वी, भारतीय संघाने नाणेफेक जिंकून न्यूझीलंडच्या संघाला प्रथम फलंदाजीसाठी आमंत्रित केले. भारतीय गोलंदाजांच्या अचूक माऱ्यासमोर किवी फलंदाज चीतपट होताना पाहायला मिळाले. न्यूझीलंडच्या डावाची सुरुवात आणि डावाचा शेवट देखील निराशाजनक झाला. सलामीला आलेली अन्ना ब्राउनिंग (१) आणि एम्मा मॅकलॉड (२) धावा करून बाद झाली. किवी संघाकडून जॉर्जिया प्लिमर हिने सर्वाधिक ३५ धावांची खेळी केली. तर यष्टीरक्षक फलंदाज इसाबेला गेझ (२६) धावा करून बाद झाली. या २ खेळाडूंशिवाय कोणत्याच फलंदाजाला दुहेरी आकडा गाठता आला नाही. अखेर किवी संघाने निर्धारित २० षटकांत ९ बाद केवळ १०७ धावा करू शकला. भारताकडून पार्श्वी चोप्रा हिने ४ षटकांत २० धावा देत सर्वाधिक ३ बळी घेतले. तर टिटास साधू, मन्नत कश्यप, शेफाली वर्मा आणि अर्चना देवी यांना प्रत्येकी १ बळी घेण्यात यश आले. १०८ धावांच्या आव्हानाचा पाठलाग करताना भारताने शानदार सुरुवात केली. मात्र, कर्णधार शेफाली वर्मा (१०) स्वस्तात परतली. भारतीय संघाने पॉवरप्लेमध्ये ३३ धावसंख्या असताना पहिला झटका बसला. त्यानंतर श्वेता सेहरावत आणि सौम्या तिवारी यांनी सावध खेळी करत धावसंख्येचा पुढे नेली. भारतीय उपकर्णधार श्वेता सेहरावतने (६१) अर्धशतकी खेळी करत भारताच्या विजयावर शिक्कामोर्तब केला. तिने ३९ चेंडूत ८ चौकारांच्या मदतीने अर्धशतक पूर्ण केले. सौम्या तिवारी सावध खेळी करून श्वेताला साथ देत होती मात्र ती (२२) धावांवर अना ब्राउनिंगचा शिकार झाली आणि भारताला दुसरा झटका बसला. [46, 1848, 804, 2155]
rajasthan-text: या वर्षाच्या अखेरीस होणाऱ्या राजस्थान विधानसभा निवडणुकीत १५६ जागा जिंकण्याचे उद्दिष्ट काँग्रेसने ठेवले असून त्यासाठी त्यांनी मिशन १५६मोहीम सुरू केली आहे अशी माहिती राजस्थानचे मुख्यमंत्री अशोक गेहलोत यांनी काल दिली. प्रजासत्ताक दिनाच्या कार्यक्रमानंतर माध्यमांशी बोलताना गेहलोत म्हणाले की, काँग्रेस पक्ष एकजुटीने निवडणुकीत उतरला तर आम्ही आमच्या मिशन १५६ मध्ये यशस्वी होऊ. १९९८ मध्ये काँग्रेसला १५६ जागा मिळाल्या होत्या, आणि मी त्यावेळी काँग्रेस प्रदेशाध्यक्ष होतो आणि आता पुन्हा त्याच मिशनने आम्ही पुढे जात आहोत. असे ते म्हणाले. यावेळी त्यांनी केंद्र सरकारच्या कारभारावरही टिका केली, ते म्हणाले की देशात श्रीमंत आणि गरीब यांच्यातील दरी वाढत आहे. महागाई आणि बेरोजगारी वाढत आहे. केंद्र आणि राज्य सरकारांनी याकडे लक्ष दिले पाहिजे. भारत जोडो यात्रेचा संदर्भ देताना ते म्हणाले की, राहुल गांधींना इतका खडतर प्रवास का करावा लागला याचाही देशाने विचार केला पाहिजे. भाजपचा घोडेबाजार करून सरकारे पाडण्याचा डाव आम्ही राजस्थानात यशस्वी होऊ दिला नाही. आमदारांनी एकजुटीने सरकारला साथ दिल्यामुळेच हे घडू शकले असे ते म्हणाले. [46, 1389, 470, 1678]
imprint-rule-2 [46, 2214, 1554, 2215]
editorial-box [46, 135, 926, 991]
section-title: विशेष [734, 46, 822, 95]
gaza-text: दहशतवाद्यांनी केलेल्या रॉकेट हल्ल्यांना उत्तर म्हणून इस्रायलने गाझा पट्टीवर जोरदार बॉम्बफेक सुरू केली. इस्रायलने म्हटले आहे की, हमास या दहशतवादी संघटनेच्या गाझापट्टीमध्ये असलेल्या छुप्या अड्ड्यांना लक्ष्य करण्यात आले. यामध्ये हमासच्या रॉकेट तयार करण्याच्या प्रयत्नांना हाणून पाडण्यासाठी ही कारवाई करण्यात आली आहे. बॉम्बस्फोटात पॅलेस्टिनी इस्लामिक जिहाद (पीआयजे) सेलच्या सदस्यांसह नऊ जण ठार झाले असून २० जण जखमी झाले आहेत. इस्रायल डिफेन्स फोर्सेस (आयडीएफ) ने सांगितले की, एक क्षेपणास्त्र मध्य गाझामध्ये एका बंकरच्या तळाशी आदळले. मागाजी निर्वासित छावणीमध्ये एक भूमिगत सुविधा जिथे रॉकेट बनवले जातात. या हल्ल्यामुळे हमासच्या शस्त्रास्त्रे बनवण्याच्या प्रयत्नांना मोठे नुकसान झाले आहे. दरम्यान, इस्रायलने मध्य गाझावर केलेल्या बॉम्बहल्ल्याचे व्हिडीओ सोशल मीडियावर व्हायरल झाले आहेत, ज्यात गाझामधील हवाई हल्ल्यानंतर अनेक मोठे स्फोट झालेले दिसत आहेत. इस्रायलने म्हणणे आहे की, ते गाझा पट्टीतील हमासच्या ठिकाणांना लक्ष्य करत आहे. इस्रायली लष्करी विमानांनी गाझा पट्टीतील सर्व हिंसाचारासाठी हमास या दहशतवादी गटाला जबाबदार धरत हवाई हल्ले सुरू केल्याचे सांगितले. शिन बेट सुरक्षा एजन्सीकडून छावणीतील पीआयजे सेल असलेल्या अपार्टमेंटबद्दल अचूक माहिती मिळाल्यानंतर इस्रायल संरक्षण दलाने गुरुवारी जेनिनमध्ये एक टार्गेट हल्ला केला. इस्रायल आणि गाझा पट्टीत दहशतवादी संघटना हमास यांच्यात दीर्घकाळापासून संघर्ष सुरू आहे. दरम्यान, इस्रायलने केलेल्या गोळीबारानंतर हमासने शुक्रवारी सकाळी दक्षिण इस्रायलमध्ये अनेक रॉकेट डागले. शुक्रवारी पहाटे साडेतीनच्या सुमारास गाझा येथून किमान तीन रॉकेट डागण्यात आली. [621, 1465, 1365, 1686]
rashi-box [621, 1003, 1554, 1402]
cricket-article [46, 1722, 804, 2166]
rajasthan-article [46, 1277, 616, 1709]
pakistan-dateline: इस्लामाबाद [946, 567, 999, 582]
solapur-body: सोलापूर : शहरातील भागवत चित्रपटगृहाबाहेर शुक्रवारी सकाळी साडेआठच्या सुमारास हिंदू राष्ट्र सेनेच्या पदाधिकारी व कार्यकर्ते यांनी पठाण या चित्रपटाचे पोस्टर फाडून चित्रपटाचा निषेध नोंदवित जोरदार घोषणाबाजी केली. शुक्रवारी सकाळच्या शो च्या सुमारास भगवे ध्वज व बॅनर घेऊन आलेल्या हिंदू राष्ट्र सेनेचे कार्यकर्ते यांनी थेट भारतमाता की जय अशा विविध घोषणा देण्यास सुरुवात केली. याठिकाणी पोलिसही उपस्थित होते. काही वेळानंतर पोलिसांनी सर्वच कार्यकर्ते व पदाधिकारी यांना ताब्यात घेतले. पठाण चित्रपट रद्द करावा अशी मागणी हिंदू राष्ट्र सेनेने केली आहे. दरम्यान, बुधवारपासून सोलापुरातील सर्वच चित्रपटगृहात शाहरुख खानचा पठाण चित्रपट प्रदर्शित झाला आहे. या चित्रपटाला काही हिंदू संघटनांनी विरोध दर्शविला होता. परिणामी आंदोलनाचाही इशारा दिला होता. त्यामुळे बुधवारपासून शहरातील चित्रपटगृहांसमोर पोलिसांनी मोठा बंदोबस्त ठेवला होता. बुधवारी अचानक हिंदू राष्ट्र सेनेने आंदोलन केले. या आंदोलनामुळे चित्रपटगृहाबाहेरील परिस्थिती थोडी तणावाची झाली होती. मात्र पोलिसांनी शांतपणे आंदोलकांना ताब्यात घेऊन सोडून दिले. [946, 236, 1347, 491]
editorial-body [62, 222, 910, 956]
dinvishesh-title-text: दिनविशेष [341, 1051, 419, 1078]
editorial-badge-label: संपादकीय [160, 307, 265, 344]
gaza-agency: वृत्तसंस्था [621, 1465, 664, 1481]
gaza-article [621, 1404, 1554, 1709]
masthead [0, 0, 1597, 132]
panchang-line: राहू काळ- ०९:५२:५४ पासुन ११:१३:३३ पर्यंत यमघंट- १५:०४:४५ पासुन १५:४७:४५ पर्यंत यमगंड- १३:४५:४१ पासुन १५:१५:३० पर्यंत ऋतु- शिशिर [59, 1162, 303, 1211]
